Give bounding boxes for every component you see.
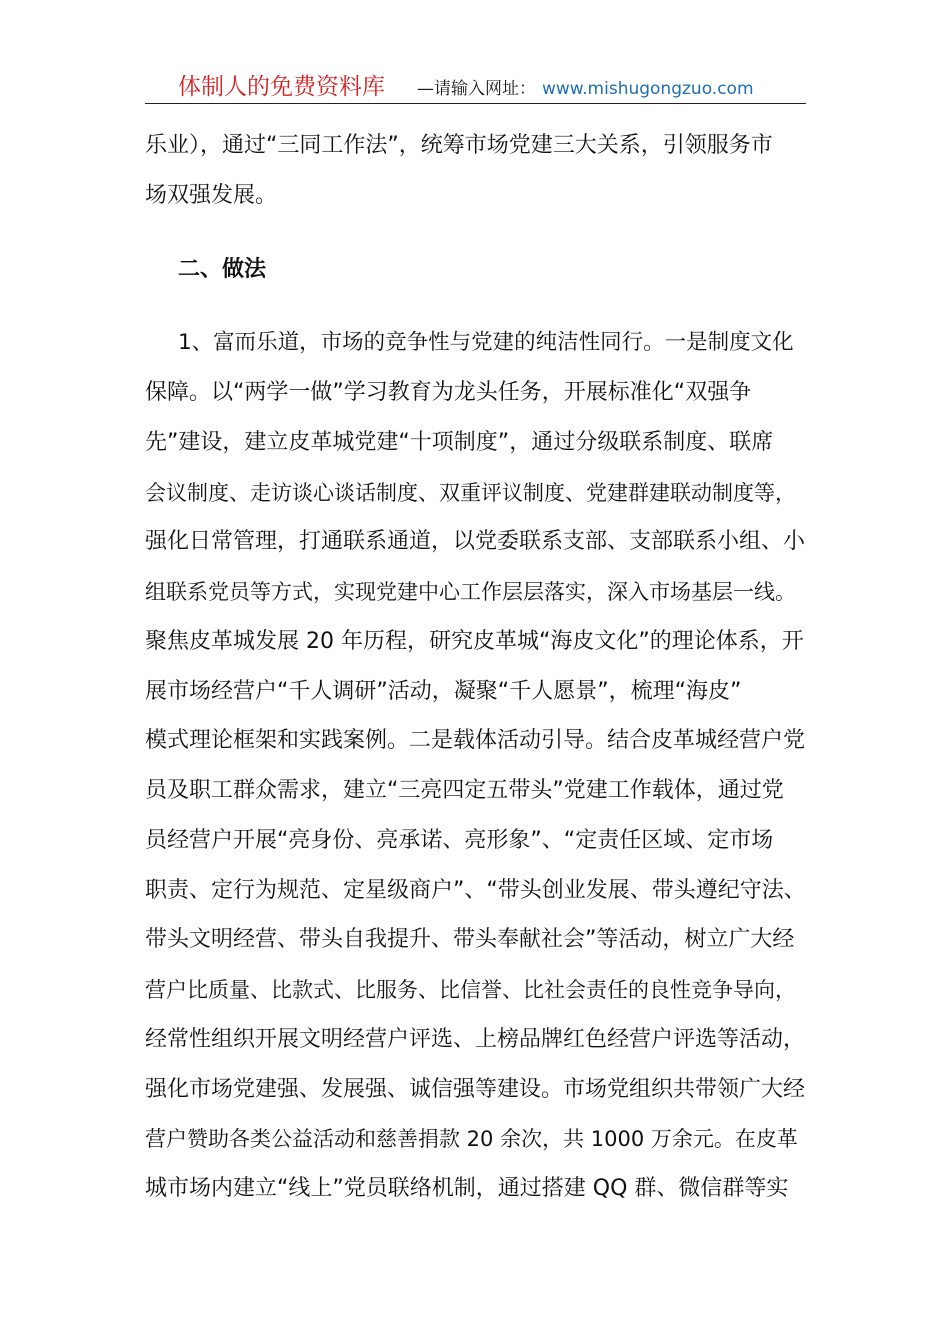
text-line: 组联系党员等方式，实现党建中心工作层层落实，深入市场基层一线。 bbox=[145, 580, 796, 604]
text-line: 场双强发展。 bbox=[145, 183, 278, 208]
header-prompt: —请输入网址： bbox=[417, 79, 536, 99]
text-line: 职责、定行为规范、定星级商户”、“带头创业发展、带头遵纪守法、 bbox=[145, 878, 806, 903]
text-line: 员经营户开展“亮身份、亮承诺、亮形象”、“定责任区域、定市场 bbox=[145, 828, 774, 853]
text-line: 强化市场党建强、发展强、诚信强等建设。市场党组织共带领广大经 bbox=[145, 1077, 806, 1102]
text-line: 展市场经营户“千人调研”活动，凝聚“千人愿景”，梳理“海皮” bbox=[145, 679, 742, 704]
section-heading: 二、做法 bbox=[178, 257, 267, 282]
text-line: 营户比质量、比款式、比服务、比信誉、比社会责任的良性竞争导向， bbox=[145, 978, 796, 1002]
text-line: 聚焦皮革城发展 20 年历程，研究皮革城“海皮文化”的理论体系，开 bbox=[145, 629, 804, 654]
text-line: 1、富而乐道，市场的竞争性与党建的纯洁性同行。一是制度文化 bbox=[178, 330, 794, 355]
text-line: 经常性组织开展文明经营户评选、上榜品牌红色经营户评选等活动， bbox=[145, 1027, 806, 1052]
text-line: 会议制度、走访谈心谈话制度、双重评议制度、党建群建联动制度等， bbox=[145, 481, 796, 505]
text-line: 模式理论框架和实践案例。二是载体活动引导。结合皮革城经营户党 bbox=[145, 728, 806, 753]
text-line: 先”建设，建立皮革城党建“十项制度”，通过分级联系制度、联席 bbox=[145, 430, 774, 455]
text-line: 员及职工群众需求，建立“三亮四定五带头”党建工作载体，通过党 bbox=[145, 778, 784, 803]
text-line: 带头文明经营、带头自我提升、带头奉献社会”等活动，树立广大经 bbox=[145, 927, 795, 952]
text-line: 乐业），通过“三同工作法”，统筹市场党建三大关系，引领服务市 bbox=[145, 133, 773, 158]
header-brand: 体制人的免费资料库 bbox=[178, 74, 385, 100]
text-line: 保障。以“两学一做”学习教育为龙头任务，开展标准化“双强争 bbox=[145, 380, 752, 405]
page-header bbox=[145, 72, 806, 104]
header-url-link[interactable]: www.mishugongzuo.com bbox=[542, 79, 754, 99]
text-line: 营户赞助各类公益活动和慈善捐款 20 余次，共 1000 万余元。在皮革 bbox=[145, 1127, 798, 1151]
text-line: 强化日常管理，打通联系通道，以党委联系支部、支部联系小组、小 bbox=[145, 529, 806, 554]
text-line: 城市场内建立“线上”党员联络机制，通过搭建 QQ 群、微信群等实 bbox=[145, 1176, 789, 1201]
